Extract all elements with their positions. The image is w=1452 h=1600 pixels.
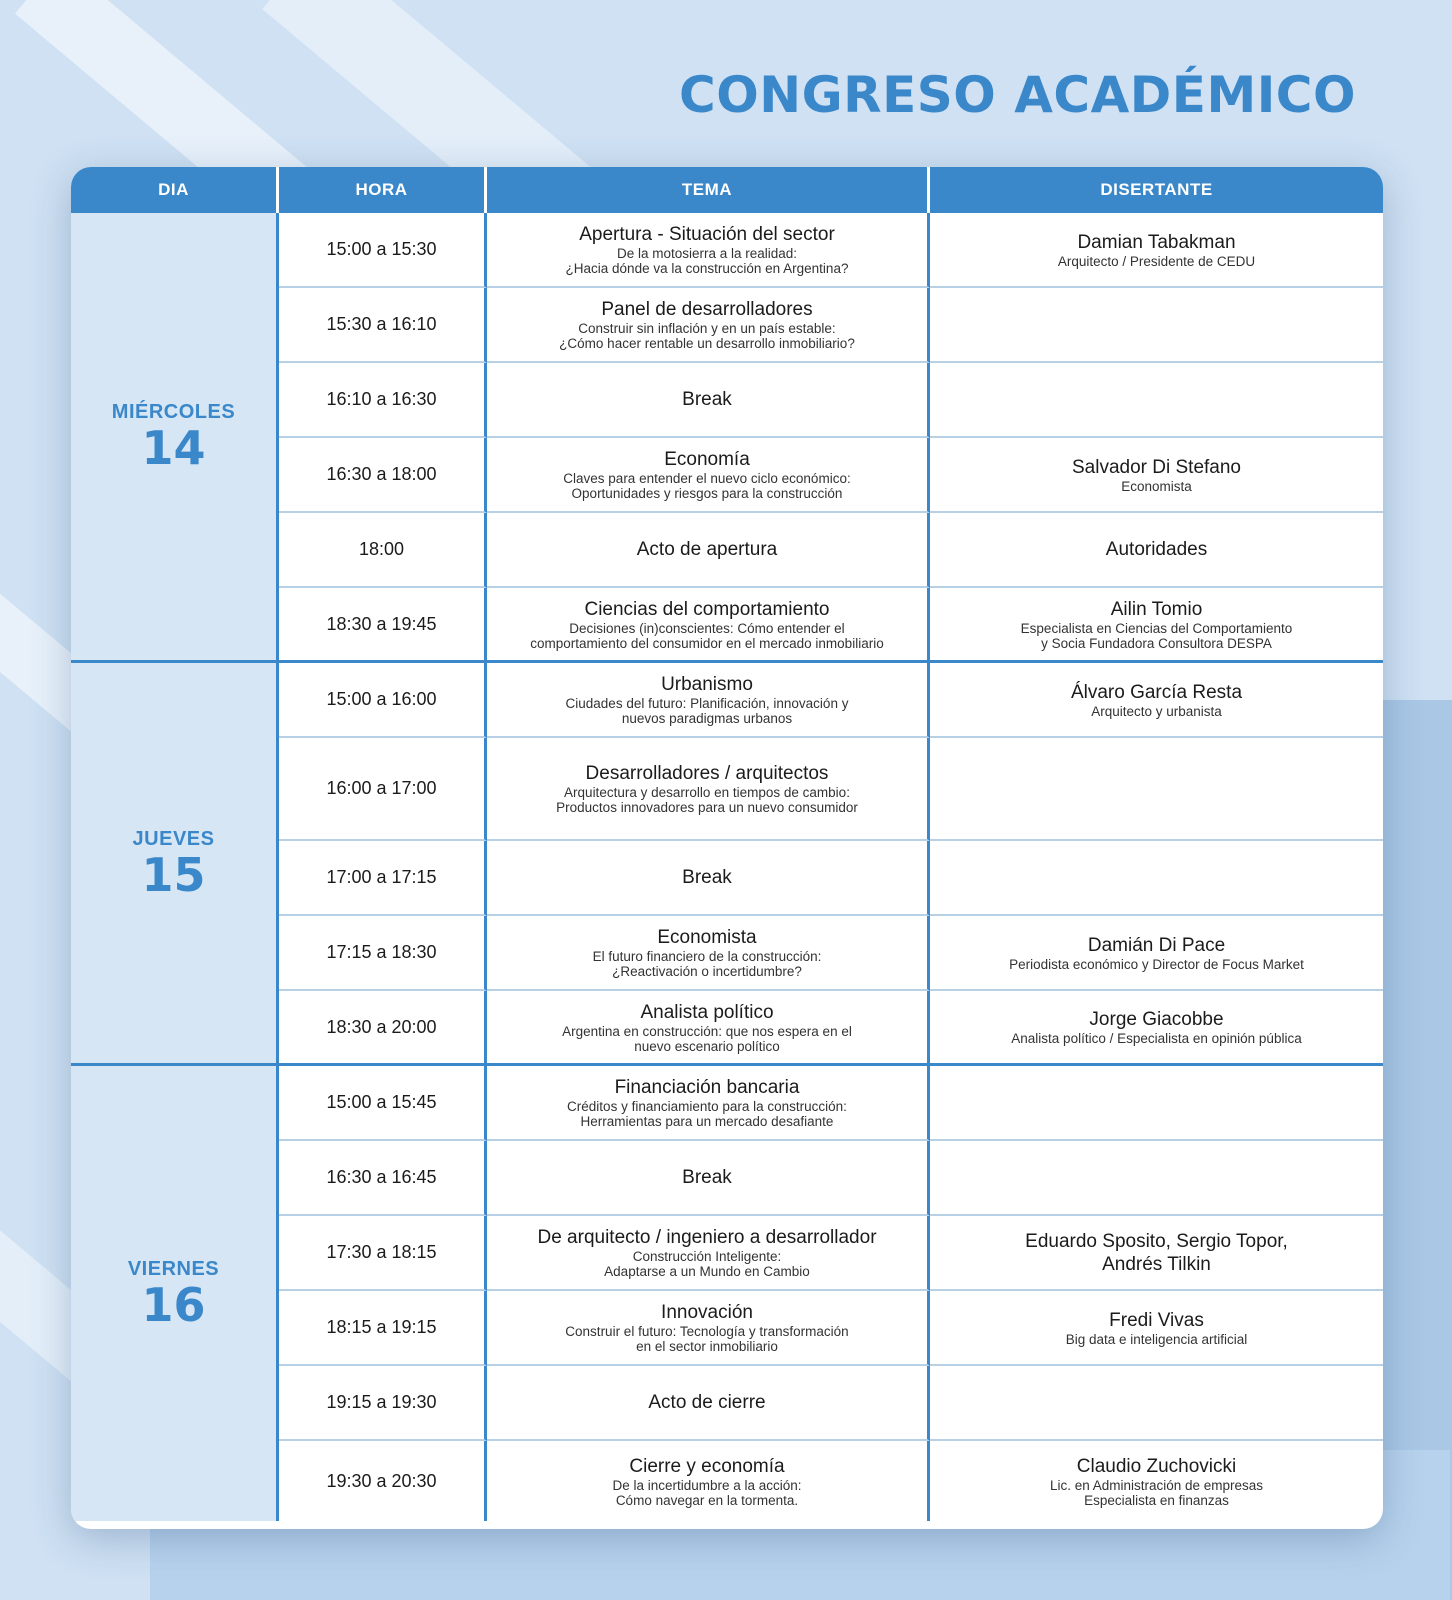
- disertante-name: Fredi Vivas: [1109, 1309, 1204, 1331]
- tema-subtitle: Productos innovadores para un nuevo consumidor: [556, 800, 858, 815]
- tema-title: Ciencias del comportamiento: [584, 598, 830, 620]
- disertante-cell: [930, 991, 1383, 1066]
- disertante-name: Eduardo Sposito, Sergio Topor,: [1025, 1230, 1288, 1252]
- hora-cell: 16:00 a 17:00: [279, 738, 487, 841]
- tema-cell: [487, 1441, 930, 1521]
- tema-title: Acto de apertura: [636, 539, 778, 560]
- hora-cell: 15:00 a 15:45: [279, 1066, 487, 1141]
- hora-cell: 16:30 a 16:45: [279, 1141, 487, 1216]
- tema-cell: [487, 1216, 930, 1291]
- hora-cell: 16:30 a 18:00: [279, 438, 487, 513]
- disertante-role: Especialista en finanzas: [1084, 1492, 1229, 1508]
- tema-subtitle: comportamiento del consumidor en el mercado inmobiliario: [530, 635, 884, 651]
- disertante-cell: [930, 1141, 1383, 1216]
- day-number: 15: [141, 847, 206, 902]
- disertante-name: Ailin Tomio: [1110, 598, 1203, 620]
- day-name: MIÉRCOLES: [111, 401, 236, 423]
- tema-subtitle: en el sector inmobiliario: [636, 1339, 778, 1354]
- tema-cell: [487, 1066, 930, 1141]
- disertante-cell: [930, 288, 1383, 363]
- day-cell-miercoles: [71, 213, 279, 663]
- disertante-cell: [930, 1441, 1383, 1521]
- hora-cell: 18:15 a 19:15: [279, 1291, 487, 1366]
- disertante-cell: [930, 1066, 1383, 1141]
- day-cell-jueves: [71, 663, 279, 1066]
- tema-cell: [487, 213, 930, 288]
- hora-cell: 19:15 a 19:30: [279, 1366, 487, 1441]
- header-tema: TEMA: [487, 167, 930, 213]
- disertante-role: Analista político / Especialista en opinión pública: [1011, 1031, 1302, 1046]
- tema-cell: [487, 288, 930, 363]
- disertante-role: Big data e inteligencia artificial: [1065, 1331, 1248, 1347]
- disertante-role: Economista: [1121, 478, 1192, 494]
- disertante-role: y Socia Fundadora Consultora DESPA: [1041, 635, 1272, 651]
- page-title: CONGRESO ACADÉMICO: [679, 66, 1356, 124]
- disertante-name: Claudio Zuchovicki: [1076, 1455, 1237, 1477]
- header-disertante: DISERTANTE: [930, 167, 1383, 213]
- hora-cell: 19:30 a 20:30: [279, 1441, 487, 1521]
- disertante-cell: [930, 513, 1383, 588]
- tema-title: Break: [682, 1167, 732, 1188]
- tema-subtitle: Construir sin inflación y en un país estable:: [578, 321, 836, 336]
- tema-cell: [487, 513, 930, 588]
- disertante-cell: [930, 841, 1383, 916]
- tema-subtitle: Decisiones (in)conscientes: Cómo entender el: [569, 620, 845, 636]
- hora-cell: 18:30 a 19:45: [279, 588, 487, 663]
- tema-cell: [487, 841, 930, 916]
- hora-cell: 17:30 a 18:15: [279, 1216, 487, 1291]
- header-dia: DIA: [71, 167, 279, 213]
- disertante-cell: [930, 363, 1383, 438]
- disertante-role: Arquitecto / Presidente de CEDU: [1057, 253, 1256, 269]
- disertante-cell: [930, 738, 1383, 841]
- day-name: JUEVES: [132, 827, 215, 850]
- tema-subtitle: Oportunidades y riesgos para la construcción: [571, 486, 843, 501]
- tema-title: Urbanismo: [661, 674, 753, 695]
- tema-title: De arquitecto / ingeniero a desarrollador: [537, 1227, 877, 1248]
- hora-cell: 17:15 a 18:30: [279, 916, 487, 991]
- disertante-role: Lic. en Administración de empresas: [1049, 1477, 1264, 1493]
- disertante-cell: [930, 438, 1383, 513]
- tema-cell: [487, 438, 930, 513]
- disertante-name: Salvador Di Stefano: [1072, 456, 1241, 478]
- disertante-name: Damián Di Pace: [1087, 934, 1226, 956]
- tema-cell: [487, 663, 930, 738]
- tema-title: Innovación: [661, 1302, 753, 1323]
- tema-title: Desarrolladores / arquitectos: [585, 763, 829, 784]
- day-number: 16: [141, 1278, 206, 1332]
- disertante-cell: [930, 588, 1383, 663]
- tema-subtitle: ¿Reactivación o incertidumbre?: [612, 964, 802, 979]
- tema-title: Apertura - Situación del sector: [579, 224, 835, 245]
- day-number: 14: [141, 421, 206, 475]
- tema-subtitle: Créditos y financiamiento para la construcción:: [567, 1099, 847, 1114]
- tema-cell: [487, 363, 930, 438]
- tema-subtitle: Claves para entender el nuevo ciclo económico:: [563, 471, 851, 486]
- day-name: VIERNES: [127, 1258, 220, 1280]
- hora-cell: 16:10 a 16:30: [279, 363, 487, 438]
- hora-cell: 18:30 a 20:00: [279, 991, 487, 1066]
- hora-cell: 18:00: [279, 513, 487, 588]
- hora-cell: 15:00 a 15:30: [279, 213, 487, 288]
- tema-cell: [487, 1291, 930, 1366]
- hora-cell: 17:00 a 17:15: [279, 841, 487, 916]
- tema-title: Break: [682, 389, 732, 410]
- disertante-name: Damian Tabakman: [1077, 231, 1236, 253]
- header-hora: HORA: [279, 167, 487, 213]
- tema-subtitle: Argentina en construcción: que nos espera en el: [562, 1023, 852, 1039]
- tema-subtitle: Construir el futuro: Tecnología y transformación: [565, 1324, 849, 1339]
- tema-subtitle: De la motosierra a la realidad:: [616, 246, 798, 261]
- tema-subtitle: ¿Hacia dónde va la construcción en Argentina?: [565, 261, 849, 276]
- tema-cell: [487, 916, 930, 991]
- tema-title: Financiación bancaria: [614, 1077, 800, 1098]
- disertante-name: Autoridades: [1105, 539, 1208, 560]
- tema-cell: [487, 738, 930, 841]
- tema-subtitle: Construcción Inteligente:: [632, 1249, 782, 1264]
- tema-subtitle: Herramientas para un mercado desafiante: [580, 1114, 834, 1129]
- tema-subtitle: ¿Cómo hacer rentable un desarrollo inmobiliario?: [559, 336, 855, 351]
- tema-subtitle: Adaptarse a un Mundo en Cambio: [604, 1264, 810, 1279]
- day-cell-viernes: [71, 1066, 279, 1521]
- tema-title: Acto de cierre: [648, 1392, 766, 1413]
- tema-cell: [487, 1366, 930, 1441]
- disertante-cell: [930, 1291, 1383, 1366]
- disertante-name: Álvaro García Resta: [1070, 681, 1243, 703]
- tema-title: Break: [682, 867, 732, 888]
- tema-subtitle: nuevos paradigmas urbanos: [621, 711, 793, 726]
- tema-subtitle: Cómo navegar en la tormenta.: [615, 1492, 799, 1508]
- disertante-role: Especialista en Ciencias del Comportamiento: [1020, 620, 1293, 636]
- disertante-role: Arquitecto y urbanista: [1091, 703, 1222, 719]
- tema-title: Analista político: [640, 1001, 774, 1023]
- tema-subtitle: Ciudades del futuro: Planificación, innovación y: [565, 696, 849, 711]
- tema-subtitle: De la incertidumbre a la acción:: [612, 1477, 802, 1493]
- disertante-cell: [930, 663, 1383, 738]
- hora-cell: 15:00 a 16:00: [279, 663, 487, 738]
- disertante-cell: [930, 916, 1383, 991]
- tema-subtitle: El futuro financiero de la construcción:: [592, 949, 822, 964]
- tema-title: Panel de desarrolladores: [601, 299, 813, 320]
- hora-cell: 15:30 a 16:10: [279, 288, 487, 363]
- tema-cell: [487, 1141, 930, 1216]
- tema-title: Economía: [664, 449, 750, 470]
- tema-subtitle: nuevo escenario político: [634, 1038, 780, 1054]
- disertante-role: Periodista económico y Director de Focus Market: [1009, 956, 1304, 972]
- tema-cell: [487, 588, 930, 663]
- disertante-cell: [930, 213, 1383, 288]
- tema-cell: [487, 991, 930, 1066]
- schedule-table: [71, 167, 1383, 1529]
- tema-title: Cierre y economía: [629, 1455, 785, 1477]
- disertante-name: Andrés Tilkin: [1102, 1253, 1211, 1275]
- tema-title: Economista: [657, 927, 757, 948]
- disertante-name: Jorge Giacobbe: [1089, 1009, 1224, 1030]
- disertante-cell: [930, 1216, 1383, 1291]
- disertante-cell: [930, 1366, 1383, 1441]
- tema-subtitle: Arquitectura y desarrollo en tiempos de cambio:: [564, 785, 850, 800]
